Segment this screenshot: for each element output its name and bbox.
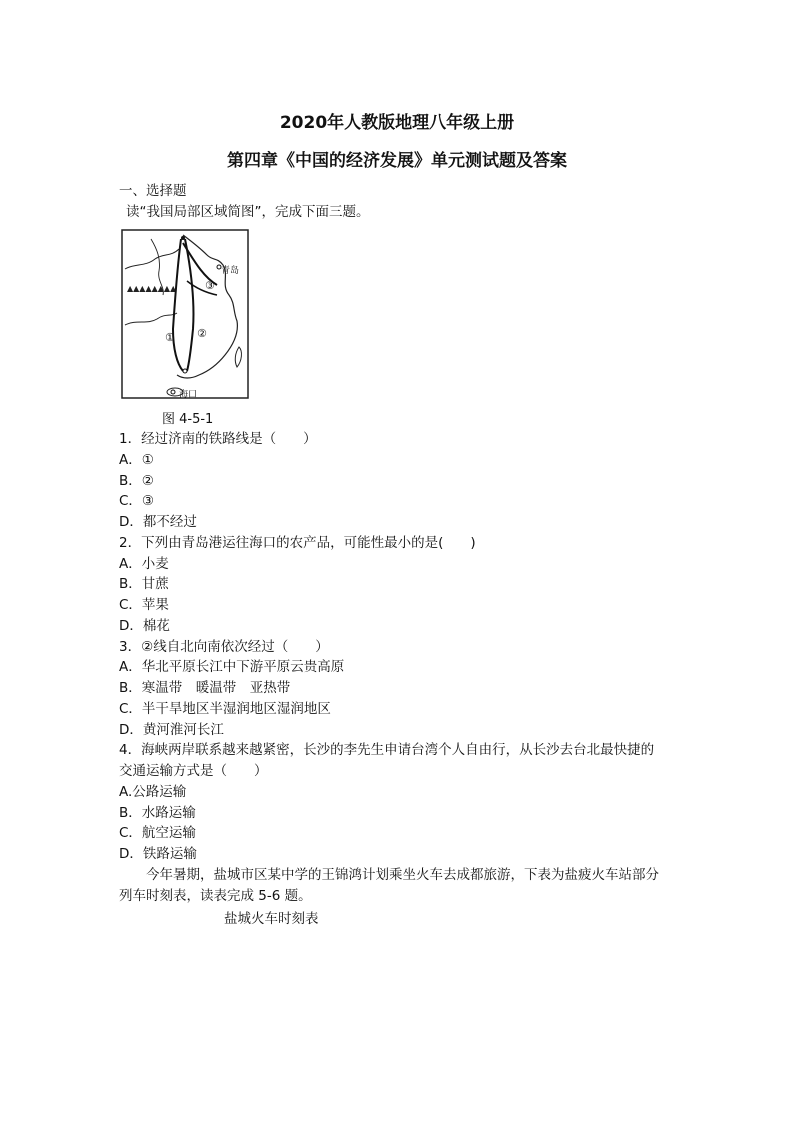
question-4-cont: 交通运输方式是（ ） [119, 763, 268, 779]
figure-caption: 图 4-5-1 [162, 412, 214, 427]
city-haikou [171, 390, 175, 394]
section-heading: 一、选择题 [119, 183, 187, 199]
route-label-2: ② [197, 327, 207, 340]
question-3: 3．②线自北向南依次经过（ ） [119, 639, 329, 655]
route-label-1: ① [165, 331, 175, 344]
passage-line-1: 今年暑期，盐城市区某中学的王锦鸿计划乘坐火车去成都旅游，下表为盐疲火车站部分 [146, 867, 659, 883]
passage-line-2: 列车时刻表，读表完成 5-6 题。 [119, 888, 312, 904]
label-qingdao: 青岛 [221, 266, 240, 276]
q3-option-b: B．寒温带 暖温带 亚热带 [119, 680, 291, 696]
route-label-3: ③ [205, 279, 215, 292]
q1-option-d: D．都不经过 [119, 514, 197, 530]
question-1: 1．经过济南的铁路线是（ ） [119, 431, 317, 447]
table-title: 盐城火车时刻表 [224, 911, 319, 927]
document-title: 2020年人教版地理八年级上册 [279, 113, 515, 133]
q2-option-b: B．甘蔗 [119, 576, 169, 592]
q4-option-b: B．水路运输 [119, 805, 196, 821]
city-beijing [181, 236, 185, 240]
svg-text:▲▲▲▲▲▲▲▲: ▲▲▲▲▲▲▲▲ [127, 284, 177, 293]
q1-option-b: B．② [119, 473, 154, 489]
q4-option-a: A.公路运输 [119, 784, 187, 800]
q1-option-c: C．③ [119, 493, 155, 509]
q3-option-a: A．华北平原长江中下游平原云贵高原 [119, 659, 345, 675]
q4-option-c: C．航空运输 [119, 825, 196, 841]
q3-option-c: C．半干旱地区半湿润地区湿润地区 [119, 701, 331, 717]
q1-option-a: A．① [119, 452, 154, 468]
label-haikou: 海口 [179, 390, 198, 399]
region-map [121, 229, 249, 399]
question-4: 4．海峡两岸联系越来越紧密，长沙的李先生申请台湾个人自由行，从长沙去台北最快捷的 [119, 742, 655, 758]
q2-option-a: A．小麦 [119, 556, 169, 572]
q2-option-d: D．棉花 [119, 618, 170, 634]
q3-option-d: D．黄河淮河长江 [119, 722, 224, 738]
q2-option-c: C．苹果 [119, 597, 169, 613]
q4-option-d: D．铁路运输 [119, 846, 197, 862]
intro-text: 读“我国局部区域简图”，完成下面三题。 [126, 204, 370, 220]
question-2: 2．下列由青岛港运往海口的农产品，可能性最小的是( ) [119, 535, 476, 551]
document-subtitle: 第四章《中国的经济发展》单元测试题及答案 [227, 151, 567, 171]
city-guangzhou [183, 369, 187, 373]
